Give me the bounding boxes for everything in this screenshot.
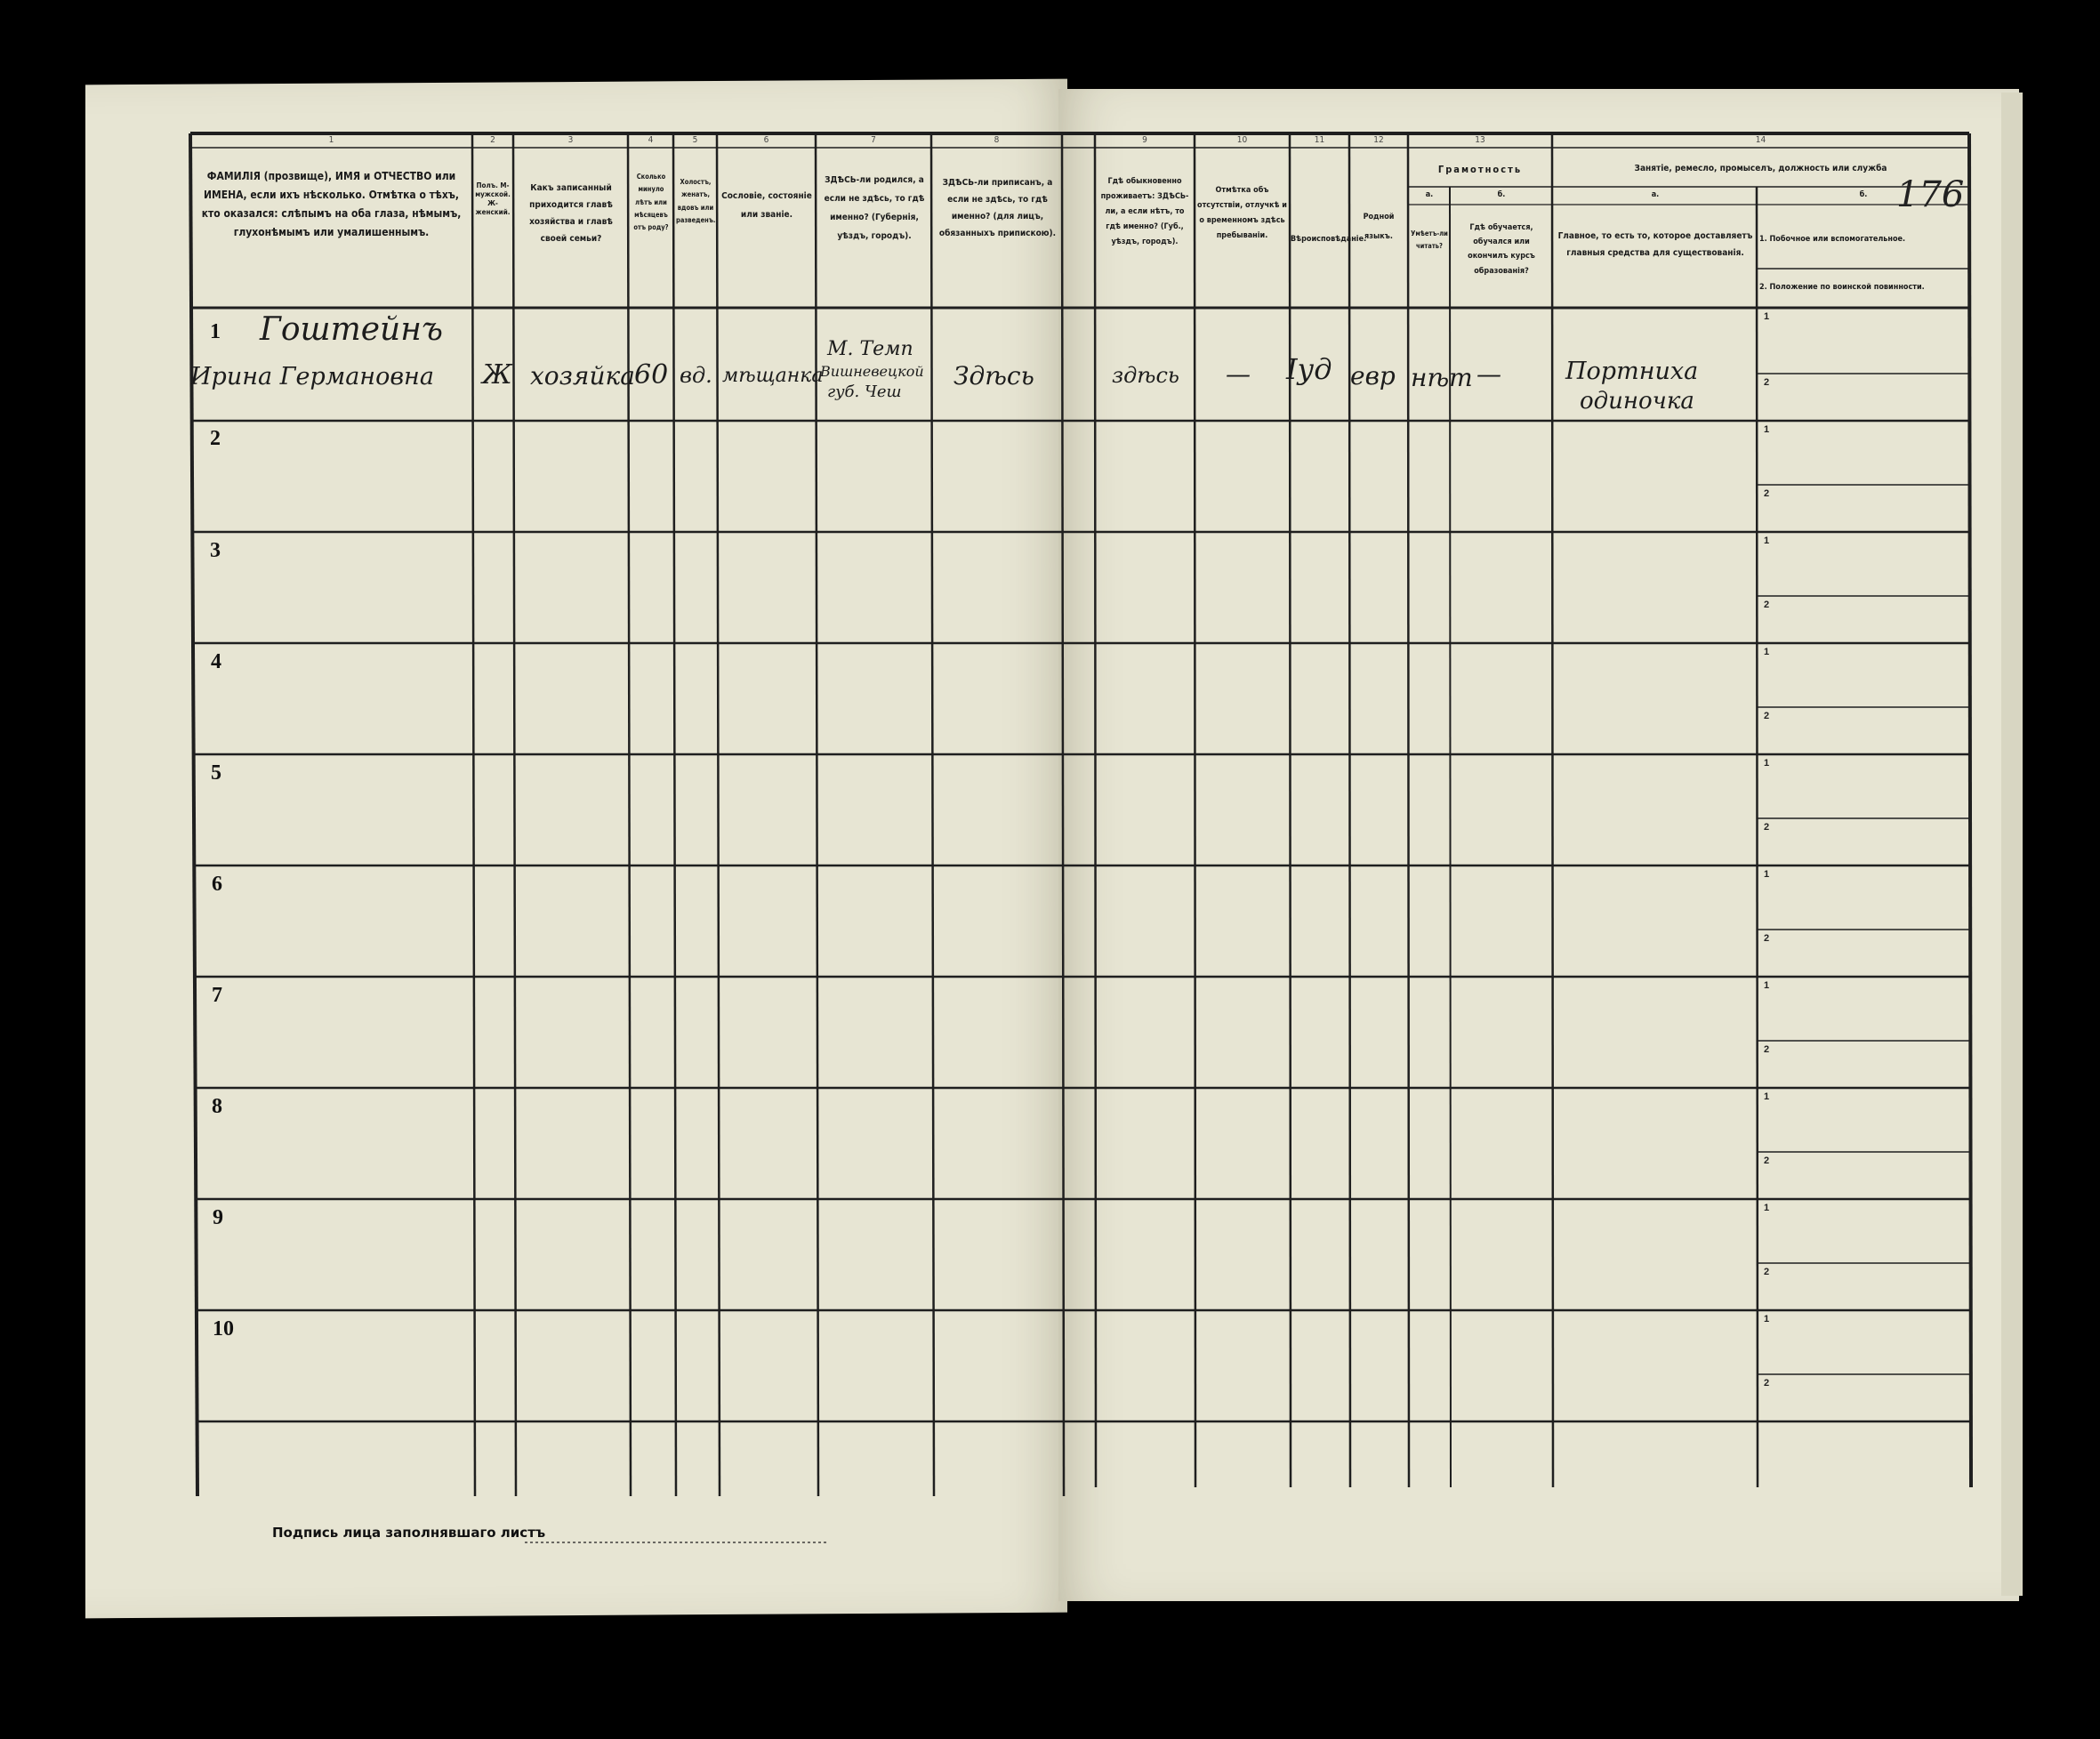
col-number: 11 <box>1314 135 1325 145</box>
sub-label: 1 <box>1764 758 1770 769</box>
row-number: 1 <box>210 320 221 343</box>
entry-absence: — <box>1226 359 1251 389</box>
col-number: 5 <box>692 135 698 145</box>
header-residence: Гдѣ обыкновенно проживаетъ: ЗДѢСЬ-ли, а если нѣтъ, то гдѣ именно? (Губ., уѣздъ, городъ). <box>1100 177 1189 247</box>
entry-surname: Гоштейнъ <box>260 311 443 348</box>
entry-residence: здѣсь <box>1112 363 1179 388</box>
header-education: Гдѣ обучается, обучался или окончилъ курсъ образованія? <box>1468 223 1535 276</box>
header-literacy-a-letter: а. <box>1425 190 1434 199</box>
header-military-status: 2. Положение по воинской повинности. <box>1759 283 1925 292</box>
sub-label: 1 <box>1764 869 1770 880</box>
sub-label: 1 <box>1764 980 1770 991</box>
header-language: Родной языкъ. <box>1363 213 1395 241</box>
header-name: ФАМИЛІЯ (прозвище), ИМЯ и ОТЧЕСТВО или ИМЕНА, если ихъ нѣсколько. Отмѣтка о тѣхъ, кто оказался: слѣпымъ на оба глаза, нѣмымъ, глухонѣмымъ или умалишеннымъ. <box>201 170 462 238</box>
row-number: 8 <box>212 1095 222 1118</box>
sub-label: 2 <box>1764 1378 1770 1389</box>
entry-birthplace-line1: М. Темп <box>827 338 913 360</box>
sub-label: 1 <box>1764 1203 1770 1213</box>
entry-registered: Здѣсь <box>953 361 1034 390</box>
header-marital: Холостъ, женатъ, вдовъ или разведенъ. <box>676 178 716 224</box>
entry-relation: хозяйка <box>530 361 635 390</box>
entry-sex: Ж <box>482 359 512 390</box>
sub-label: 1 <box>1764 1314 1770 1324</box>
header-estate: Сословіе, состояніе или званіе. <box>721 191 812 220</box>
entry-language: евр <box>1350 361 1396 390</box>
row-number: 7 <box>212 984 222 1007</box>
header-occupation: Занятіе, ремесло, промыселъ, должность или служба <box>1634 164 1887 173</box>
col-number: 12 <box>1373 135 1384 145</box>
entry-religion: Іуд <box>1286 352 1332 386</box>
header-age: Сколько минуло лѣтъ или мѣсяцевъ отъ роду? <box>633 173 669 231</box>
entry-birthplace-line2: Вишневецкой <box>820 363 924 380</box>
header-occupation-b-letter: б. <box>1859 190 1868 199</box>
header-relation: Какъ записанный приходится главѣ хозяйства и главѣ своей семьи? <box>529 183 613 244</box>
row-number: 5 <box>211 761 221 785</box>
sub-label: 2 <box>1764 822 1770 833</box>
sub-label: 1 <box>1764 424 1770 435</box>
sub-label: 2 <box>1764 377 1770 388</box>
row-number: 2 <box>210 427 221 450</box>
row-number: 3 <box>210 539 221 562</box>
header-literacy-b-letter: б. <box>1497 190 1506 199</box>
header-registered: ЗДѢСЬ-ли приписанъ, а если не здѣсь, то гдѣ именно? (для лицъ, обязанныхъ припискою). <box>938 178 1057 238</box>
col-number: 13 <box>1475 135 1485 145</box>
col-number: 8 <box>994 135 1000 145</box>
sub-label: 2 <box>1764 488 1770 499</box>
col-number: 10 <box>1236 135 1248 145</box>
sub-label: 1 <box>1764 535 1770 546</box>
sub-label: 2 <box>1764 1044 1770 1055</box>
header-side-occupation: 1. Побочное или вспомогательное. <box>1759 235 1906 244</box>
row-number: 10 <box>213 1317 234 1340</box>
entry-occupation-line1: Портниха <box>1565 358 1699 385</box>
sub-label: 2 <box>1764 933 1770 944</box>
entry-education: — <box>1476 359 1501 389</box>
entry-occupation-line2: одиночка <box>1580 388 1694 415</box>
header-religion: Вѣроисповѣданіе. <box>1291 235 1367 244</box>
entry-literacy: нѣт <box>1411 363 1473 392</box>
entry-birthplace-line3: губ. Чеш <box>827 382 902 401</box>
row-number: 9 <box>213 1206 223 1229</box>
sub-label: 2 <box>1764 1267 1770 1277</box>
col-number: 4 <box>648 135 654 145</box>
entry-marital: вд. <box>680 363 712 388</box>
entry-estate: мѣщанка <box>722 365 824 387</box>
entry-given-names: Ирина Германовна <box>190 363 434 390</box>
col-number: 14 <box>1755 135 1766 145</box>
header-sex: Полъ. М-мужской. Ж-женский. <box>475 181 511 216</box>
row-number: 4 <box>211 650 221 673</box>
sub-label: 2 <box>1764 711 1770 721</box>
sub-label: 1 <box>1764 1091 1770 1102</box>
header-can-read: Умѣетъ-ли читать? <box>1411 229 1448 250</box>
col-number: 6 <box>763 135 769 145</box>
header-literacy: Грамотность <box>1437 164 1523 175</box>
signature-label: Подпись лица заполнявшаго листъ <box>272 1525 546 1541</box>
sheet-number: 176 <box>1896 174 1965 215</box>
sub-label: 1 <box>1764 647 1770 657</box>
sub-label: 2 <box>1764 1155 1770 1166</box>
entry-age: 60 <box>634 359 669 390</box>
col-number: 3 <box>567 135 574 145</box>
sub-label: 1 <box>1764 311 1770 322</box>
col-number: 1 <box>328 135 334 145</box>
col-number: 7 <box>871 135 876 145</box>
header-main-occupation: Главное, то есть то, которое доставляетъ главныя средства для существованія. <box>1557 231 1753 258</box>
col-number: 2 <box>490 135 495 145</box>
row-number: 6 <box>212 873 222 896</box>
header-absence: Отмѣтка объ отсутствіи, отлучкѣ и о временномъ здѣсь пребываніи. <box>1197 186 1287 241</box>
sub-label: 2 <box>1764 600 1770 610</box>
header-birthplace: ЗДѢСЬ-ли родился, а если не здѣсь, то гдѣ именно? (Губернія, уѣздъ, городъ). <box>824 175 925 241</box>
header-occupation-a-letter: а. <box>1651 190 1660 199</box>
col-number: 9 <box>1142 135 1147 145</box>
